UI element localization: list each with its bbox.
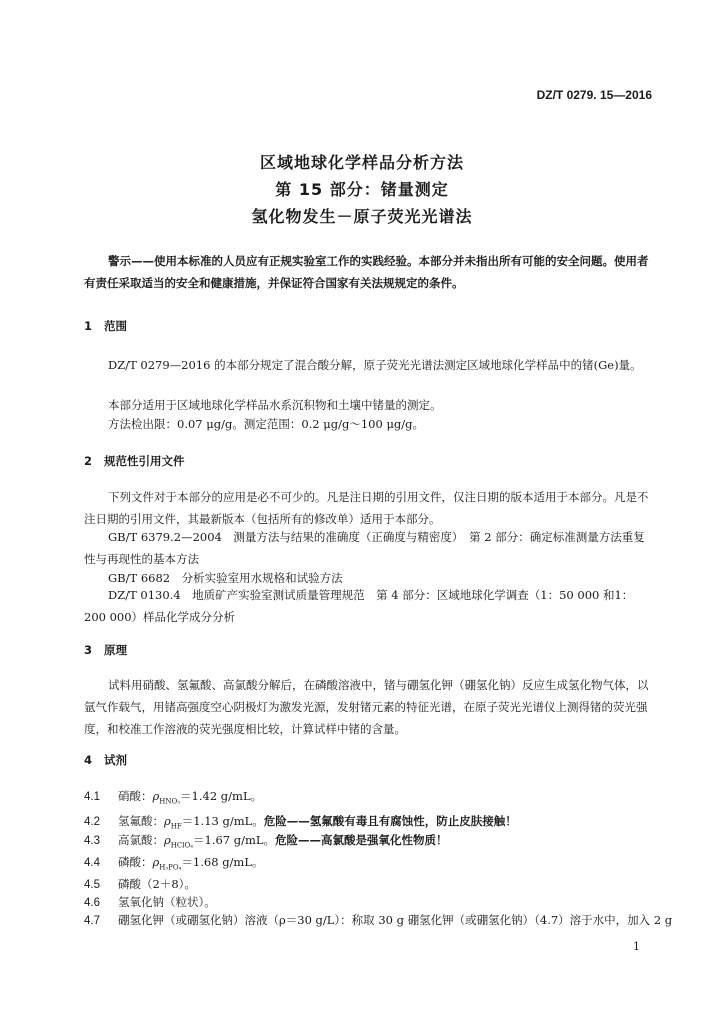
section-number: 1	[84, 319, 93, 333]
principle-paragraph: 试料用硝酸、氢氟酸、高氯酸分解后，在磷酸溶液中，锗与硼氢化钾（硼氢化钠）反应生成氢化物气体，以氩气作载气，用锗高强度空心阴极灯为激发光源，发射锗元素的特征光谱，在原子荧光光谱仪上测得锗的荧光强度，和校准工作溶液的荧光强度相比较，计算试样中锗的含量。	[84, 678, 649, 736]
reagent-item: 4.4 磷酸：$\rho_{H_3PO_4}=1.68$ g/mL。	[84, 855, 264, 872]
hazard-warning: 危险——高氯酸是强氧化性物质！	[275, 833, 448, 847]
reagent-item: 4.7 硼氢化钾（或硼氢化钠）溶液（ρ＝30 g/L）：称取 30 g 硼氢化钾（或硼氢化钠）（4.7）溶于水中，加入 2 g	[84, 913, 673, 927]
scope-paragraph-2: 本部分适用于区域地球化学样品水系沉积物和土壤中锗量的测定。	[108, 398, 442, 412]
scope-paragraph-1: DZ/T 0279—2016 的本部分规定了混合酸分解，原子荧光光谱法测定区域地球化学样品中的锗(Ge)量。	[108, 358, 642, 372]
reagent-item: 4.5 磷酸（2＋8）。	[84, 877, 196, 891]
reagent-item: 4.1 硝酸：$\rho_{HNO_3}=1.42$ g/mL。	[84, 789, 263, 806]
section-title: 规范性引用文件	[104, 454, 185, 468]
section-title: 原理	[104, 643, 127, 657]
section-number: 2	[84, 454, 93, 468]
reference-1: GB/T 6379.2—2004 测量方法与结果的准确度（正确度与精密度） 第 2 部分：确定标准测量方法重复性与再现性的基本方法	[84, 530, 645, 566]
section-2-heading	[84, 453, 185, 469]
section-4-heading	[84, 752, 127, 768]
section-title: 范围	[104, 319, 127, 333]
hazard-warning: 危险——氢氟酸有毒且有腐蚀性，防止皮肤接触！	[263, 814, 517, 828]
reference-3: DZ/T 0130.4 地质矿产实验室测试质量管理规范 第 4 部分：区域地球化学调查（1：50 000 和1：200 000）样品化学成分分析	[84, 588, 634, 624]
section-3-heading	[84, 642, 127, 658]
warning-paragraph: 警示——使用本标准的人员应有正规实验室工作的实践经验。本部分并未指出所有可能的安全问题。使用者有责任采取适当的安全和健康措施，并保证符合国家有关法规规定的条件。	[84, 254, 649, 290]
reagent-item: 4.6 氢氧化钠（粒状）。	[84, 895, 216, 909]
title-line-3: 氢化物发生－原子荧光光谱法	[251, 207, 473, 226]
section-1-heading	[84, 318, 127, 334]
title-line-1: 区域地球化学样品分析方法	[259, 153, 464, 172]
refs-intro: 下列文件对于本部分的应用是必不可少的。凡是注日期的引用文件，仅注日期的版本适用于本部分。凡是不注日期的引用文件，其最新版本（包括所有的修改单）适用于本部分。	[84, 490, 649, 526]
section-number: 3	[84, 643, 93, 657]
page-number: 1	[633, 940, 640, 953]
section-number: 4	[84, 753, 93, 767]
standard-code: DZ/T 0279. 15—2016	[536, 88, 652, 102]
reagent-item: 4.2 氢氟酸：$\rho_{HF}=1.13$ g/mL。危险——氢氟酸有毒且有腐蚀性，防止皮肤接触！	[84, 814, 517, 831]
reference-2: GB/T 6682 分析实验室用水规格和试验方法	[108, 571, 343, 585]
reagent-item: 4.3 高氯酸：$\rho_{HClO_4}=1.67$ g/mL。危险——高氯酸是强氧化性物质！	[84, 833, 448, 850]
scope-paragraph-3: 方法检出限：0.07 μg/g。测定范围：0.2 μg/g～100 μg/g。	[108, 417, 425, 431]
section-title: 试剂	[104, 753, 127, 767]
title-line-2: 第 15 部分：锗量测定	[275, 180, 449, 199]
